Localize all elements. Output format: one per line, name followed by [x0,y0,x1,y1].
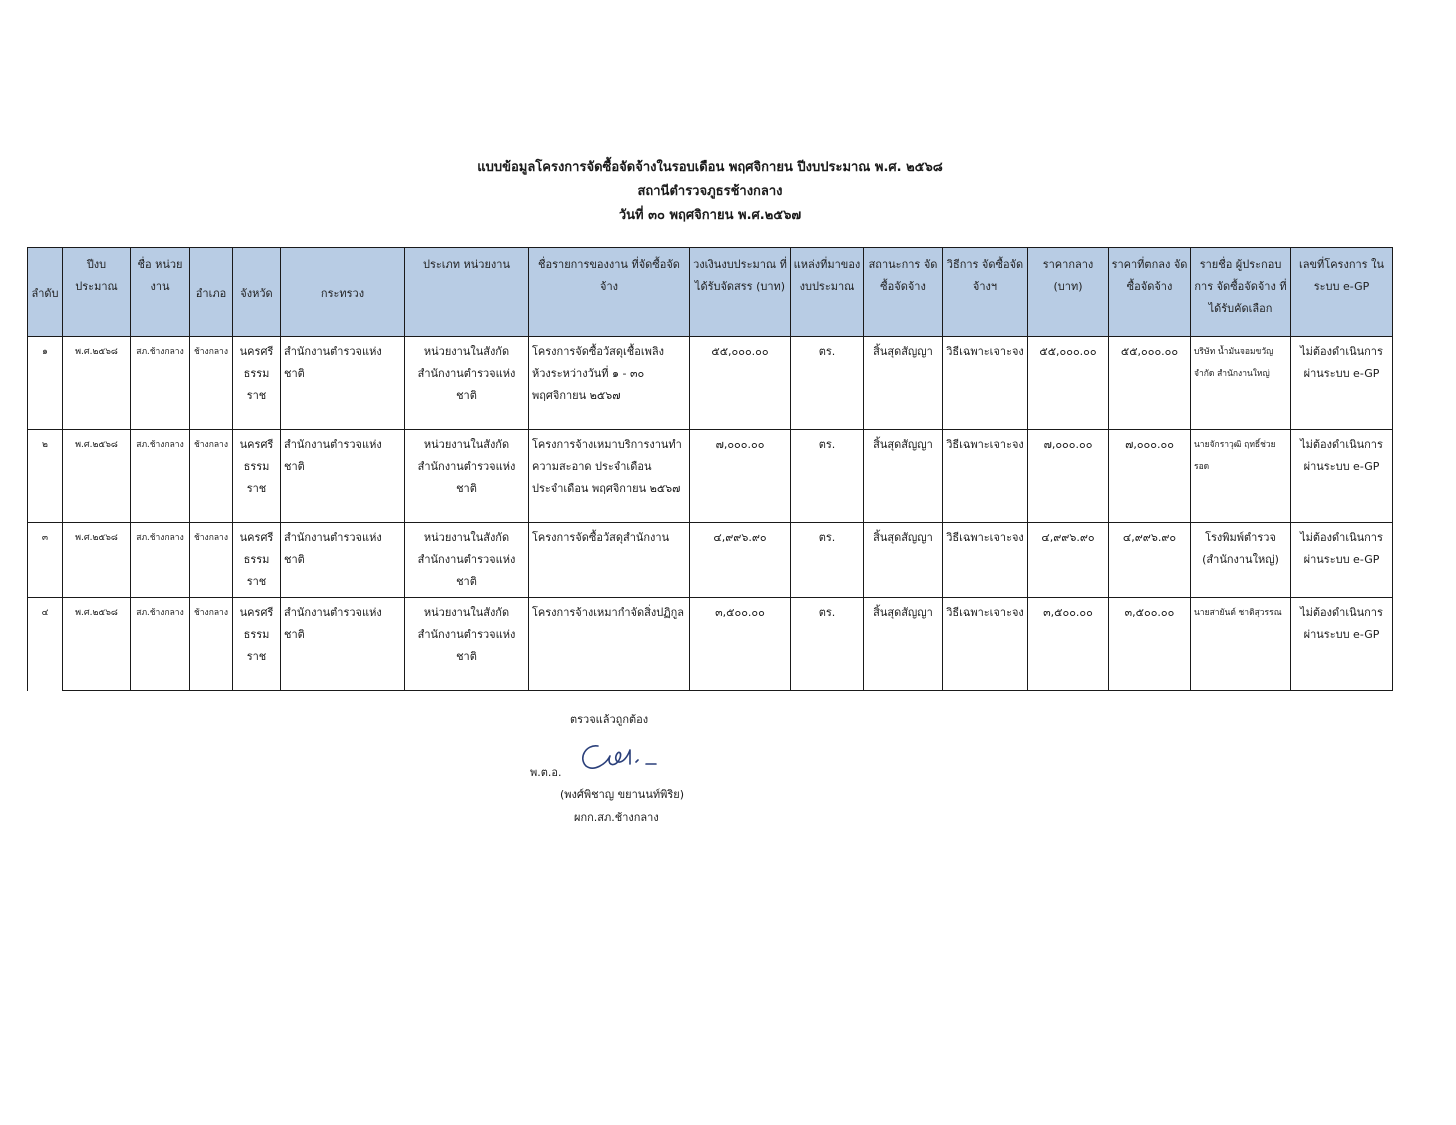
cell-no: ๑ [28,337,63,430]
cell-agency-type: หน่วยงานในสังกัด สำนักงานตำรวจแห่งชาติ [405,598,529,691]
cell-agreed-price: ๗,๐๐๐.๐๐ [1109,430,1191,523]
document-header [0,156,1420,228]
column-header: ลำดับ [28,248,63,337]
cell-egp: ไม่ต้องดำเนินการ ผ่านระบบ e-GP [1291,337,1393,430]
cell-agency-type: หน่วยงานในสังกัด สำนักงานตำรวจแห่งชาติ [405,430,529,523]
column-header: กระทรวง [281,248,405,337]
cell-no: ๔ [28,598,63,691]
cell-source: ตร. [791,598,864,691]
procurement-table [27,247,1393,691]
cell-budget: ๓,๕๐๐.๐๐ [690,598,791,691]
cell-agency: สภ.ช้างกลาง [131,598,190,691]
cell-budget: ๗,๐๐๐.๐๐ [690,430,791,523]
cell-no: ๒ [28,430,63,523]
cell-budget: ๕๕,๐๐๐.๐๐ [690,337,791,430]
column-header: ชื่อ หน่วยงาน [131,248,190,337]
cell-district: ช้างกลาง [190,430,233,523]
column-header: สถานะการ จัดซื้อจัดจ้าง [864,248,943,337]
column-header: วิธีการ จัดซื้อจัดจ้างฯ [943,248,1028,337]
cell-year: พ.ศ.๒๕๖๘ [63,430,131,523]
cell-source: ตร. [791,430,864,523]
signer-position: ผกก.สภ.ช้างกลาง [574,811,659,824]
table-header-row [28,248,1393,337]
cell-status: สิ้นสุดสัญญา [864,337,943,430]
cell-method: วิธีเฉพาะเจาะจง [943,337,1028,430]
cell-year: พ.ศ.๒๕๖๘ [63,598,131,691]
cell-province: นครศรี ธรรมราช [233,523,281,598]
cell-egp: ไม่ต้องดำเนินการ ผ่านระบบ e-GP [1291,598,1393,691]
table-row [28,523,1393,598]
cell-item: โครงการจัดซื้อวัสดุเชื้อเพลิง ห้วงระหว่างวันที่ ๑ - ๓๐ พฤศจิกายน ๒๕๖๗ [529,337,690,430]
cell-source: ตร. [791,523,864,598]
cell-ministry: สำนักงานตำรวจแห่งชาติ [281,598,405,691]
cell-status: สิ้นสุดสัญญา [864,430,943,523]
column-header: ประเภท หน่วยงาน [405,248,529,337]
cell-egp: ไม่ต้องดำเนินการ ผ่านระบบ e-GP [1291,523,1393,598]
column-header: จังหวัด [233,248,281,337]
cell-agreed-price: ๔,๙๙๖.๙๐ [1109,523,1191,598]
cell-ministry: สำนักงานตำรวจแห่งชาติ [281,523,405,598]
column-header: วงเงินงบประมาณ ที่ได้รับจัดสรร (บาท) [690,248,791,337]
column-header: เลขที่โครงการ ในระบบ e-GP [1291,248,1393,337]
column-header: อำเภอ [190,248,233,337]
signer-rank: พ.ต.อ. [530,766,562,779]
signer-name: (พงศ์พิชาญ ขยานนท์พิริย) [560,788,684,801]
cell-ministry: สำนักงานตำรวจแห่งชาติ [281,430,405,523]
cell-method: วิธีเฉพาะเจาะจง [943,430,1028,523]
cell-egp: ไม่ต้องดำเนินการ ผ่านระบบ e-GP [1291,430,1393,523]
column-header: ราคาที่ตกลง จัดซื้อจัดจ้าง [1109,248,1191,337]
station-name: สถานีตำรวจภูธรช้างกลาง [637,184,783,199]
cell-province: นครศรี ธรรมราช [233,430,281,523]
cell-vendor: นายจักราวุฒิ ฤทธิ์ช่วยรอด [1191,430,1291,523]
column-header: ราคากลาง (บาท) [1028,248,1109,337]
cell-agency: สภ.ช้างกลาง [131,430,190,523]
cell-source: ตร. [791,337,864,430]
cell-item: โครงการจ้างเหมาบริการงานทำ ความสะอาด ประจำเดือน ประจำเดือน พฤศจิกายน ๒๕๖๗ [529,430,690,523]
cell-province: นครศรี ธรรมราช [233,337,281,430]
cell-budget: ๔,๙๙๖.๙๐ [690,523,791,598]
verified-text: ตรวจแล้วถูกต้อง [570,713,649,726]
document-date: วันที่ ๓๐ พฤศจิกายน พ.ศ.๒๕๖๗ [618,208,802,223]
cell-median-price: ๕๕,๐๐๐.๐๐ [1028,337,1109,430]
cell-agency-type: หน่วยงานในสังกัด สำนักงานตำรวจแห่งชาติ [405,523,529,598]
cell-median-price: ๔,๙๙๖.๙๐ [1028,523,1109,598]
handwritten-signature [576,736,666,776]
cell-agency: สภ.ช้างกลาง [131,523,190,598]
cell-vendor: นายสายันต์ ชาติสุวรรณ [1191,598,1291,691]
column-header: ปีงบ ประมาณ [63,248,131,337]
table-row [28,430,1393,523]
cell-agreed-price: ๕๕,๐๐๐.๐๐ [1109,337,1191,430]
cell-district: ช้างกลาง [190,598,233,691]
column-header: แหล่งที่มาของ งบประมาณ [791,248,864,337]
cell-method: วิธีเฉพาะเจาะจง [943,523,1028,598]
cell-status: สิ้นสุดสัญญา [864,523,943,598]
column-header: รายชื่อ ผู้ประกอบการ จัดซื้อจัดจ้าง ที่ได้รับคัดเลือก [1191,248,1291,337]
cell-agency-type: หน่วยงานในสังกัด สำนักงานตำรวจแห่งชาติ [405,337,529,430]
cell-agency: สภ.ช้างกลาง [131,337,190,430]
cell-status: สิ้นสุดสัญญา [864,598,943,691]
cell-method: วิธีเฉพาะเจาะจง [943,598,1028,691]
cell-ministry: สำนักงานตำรวจแห่งชาติ [281,337,405,430]
cell-year: พ.ศ.๒๕๖๘ [63,523,131,598]
cell-median-price: ๗,๐๐๐.๐๐ [1028,430,1109,523]
cell-district: ช้างกลาง [190,337,233,430]
cell-vendor: บริษัท น้ำมันจอมขวัญ จำกัด สำนักงานใหญ่ [1191,337,1291,430]
document-title: แบบข้อมูลโครงการจัดซื้อจัดจ้างในรอบเดือน พฤศจิกายน ปีงบประมาณ พ.ศ. ๒๕๖๘ [477,160,943,175]
cell-median-price: ๓,๕๐๐.๐๐ [1028,598,1109,691]
table-row [28,337,1393,430]
cell-item: โครงการจ้างเหมากำจัดสิ่งปฏิกูล [529,598,690,691]
table-row [28,598,1393,691]
cell-no: ๓ [28,523,63,598]
cell-year: พ.ศ.๒๕๖๘ [63,337,131,430]
column-header: ชื่อรายการของงาน ที่จัดซื้อจัดจ้าง [529,248,690,337]
cell-agreed-price: ๓,๕๐๐.๐๐ [1109,598,1191,691]
cell-province: นครศรี ธรรมราช [233,598,281,691]
cell-vendor: โรงพิมพ์ตำรวจ (สำนักงานใหญ่) [1191,523,1291,598]
cell-district: ช้างกลาง [190,523,233,598]
cell-item: โครงการจัดซื้อวัสดุสำนักงาน [529,523,690,598]
